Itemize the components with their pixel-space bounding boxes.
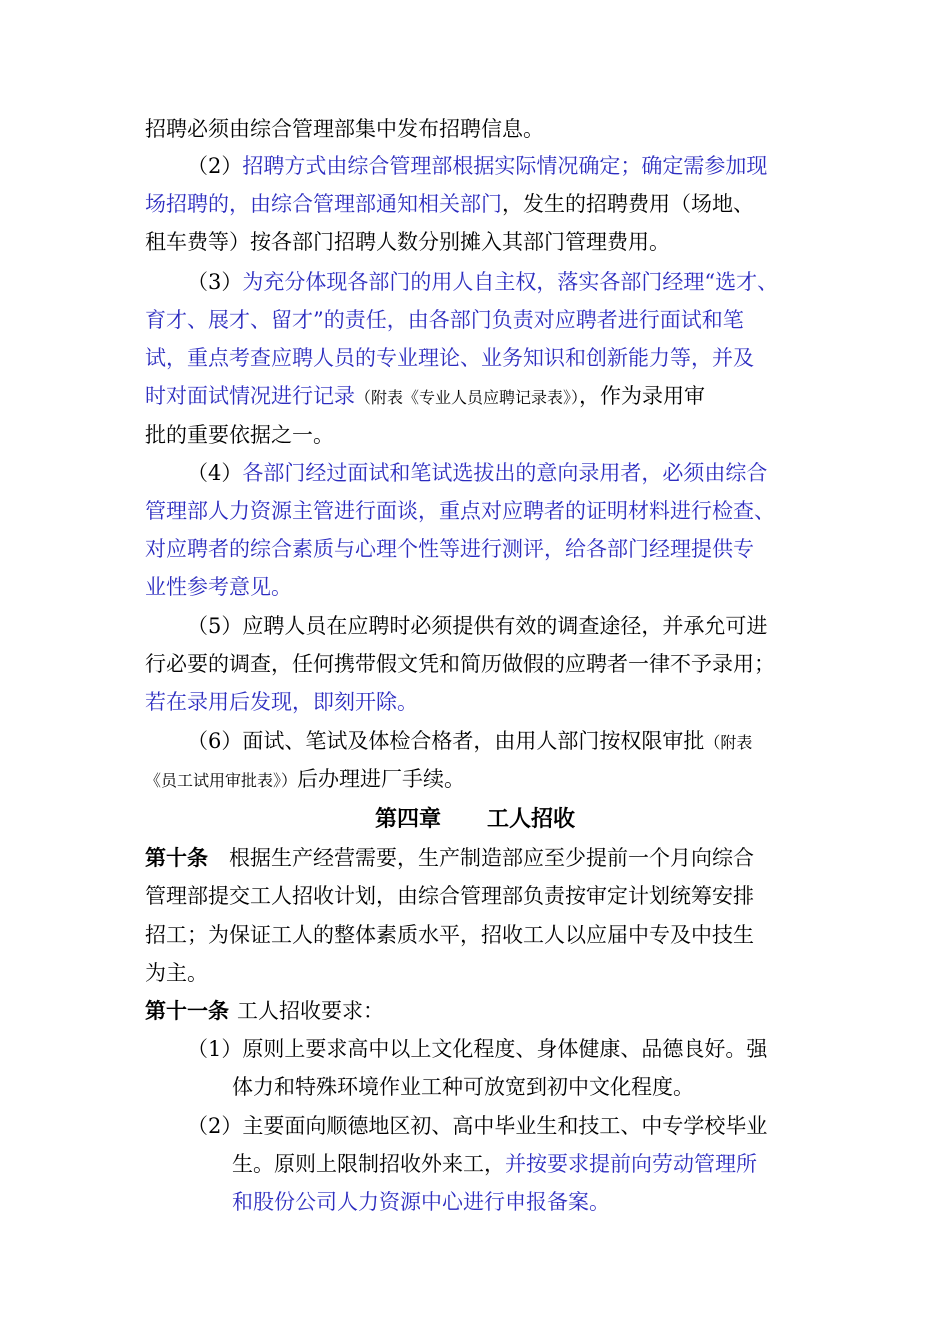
item-2-line-3: 租车费等）按各部门招聘人数分别摊入其部门管理费用。 bbox=[145, 230, 670, 254]
item-4-line-4: 业性参考意见。 bbox=[145, 575, 292, 599]
article-10-line-1: 第十条 根据生产经营需要，生产制造部应至少提前一个月向综合 bbox=[145, 845, 754, 870]
paragraph-line: 招聘必须由综合管理部集中发布招聘信息。 bbox=[145, 117, 544, 141]
article-11-item-1-line-1: （1）原则上要求高中以上文化程度、身体健康、品德良好。强 bbox=[187, 1037, 768, 1061]
item-2-line-2: 场招聘的，由综合管理部通知相关部门，发生的招聘费用（场地、 bbox=[145, 192, 754, 216]
item-4-line-3: 对应聘者的综合素质与心理个性等进行测评，给各部门经理提供专 bbox=[145, 537, 754, 561]
item-3-line-1: （3）为充分体现各部门的用人自主权，落实各部门经理“选才、 bbox=[187, 270, 779, 294]
item-4-line-2: 管理部人力资源主管进行面谈，重点对应聘者的证明材料进行检查、 bbox=[145, 499, 775, 523]
item-number: （4） bbox=[187, 461, 243, 485]
item-6-line-2: 《员工试用审批表》）后办理进厂手续。 bbox=[145, 767, 466, 791]
article-label: 第十条 bbox=[145, 845, 208, 870]
item-3-line-2: 育才、展才、留才”的责任，由各部门负责对应聘者进行面试和笔 bbox=[145, 308, 744, 332]
item-6-line-1: （6）面试、笔试及体检合格者，由用人部门按权限审批（附表 bbox=[187, 729, 753, 753]
item-3-line-3: 试，重点考查应聘人员的专业理论、业务知识和创新能力等，并及 bbox=[145, 346, 754, 370]
item-2-line-1: （2）招聘方式由综合管理部根据实际情况确定；确定需参加现 bbox=[187, 154, 768, 178]
item-5-line-1: （5）应聘人员在应聘时必须提供有效的调查途径，并承允可进 bbox=[187, 614, 768, 638]
article-11-item-1-line-2: 体力和特殊环境作业工种可放宽到初中文化程度。 bbox=[232, 1075, 694, 1099]
item-number: （2） bbox=[187, 1114, 243, 1138]
item-number: （1） bbox=[187, 1037, 243, 1061]
article-11-line-1: 第十一条 工人招收要求： bbox=[145, 998, 384, 1023]
item-number: （3） bbox=[187, 270, 243, 294]
article-11-item-2-line-3: 和股份公司人力资源中心进行申报备案。 bbox=[232, 1190, 610, 1214]
article-11-item-2-line-1: （2）主要面向顺德地区初、高中毕业生和技工、中专学校毕业 bbox=[187, 1114, 768, 1138]
item-3-line-5: 批的重要依据之一。 bbox=[145, 423, 334, 447]
article-10-line-4: 为主。 bbox=[145, 961, 208, 985]
item-number: （2） bbox=[187, 154, 243, 178]
item-4-line-1: （4）各部门经过面试和笔试选拔出的意向录用者，必须由综合 bbox=[187, 461, 768, 485]
item-number: （5） bbox=[187, 614, 243, 638]
item-3-line-4: 时对面试情况进行记录（附表《专业人员应聘记录表》），作为录用审 bbox=[145, 384, 706, 408]
article-10-line-2: 管理部提交工人招收计划，由综合管理部负责按审定计划统筹安排 bbox=[145, 884, 754, 908]
item-number: （6） bbox=[187, 729, 243, 753]
article-11-item-2-line-2: 生。原则上限制招收外来工，并按要求提前向劳动管理所 bbox=[232, 1152, 757, 1176]
article-label: 第十一条 bbox=[145, 998, 229, 1023]
item-5-line-3: 若在录用后发现，即刻开除。 bbox=[145, 690, 418, 714]
item-5-line-2: 行必要的调查，任何携带假文凭和简历做假的应聘者一律不予录用； bbox=[145, 652, 775, 676]
chapter-heading: 第四章 工人招收 bbox=[375, 806, 575, 832]
article-10-line-3: 招工；为保证工人的整体素质水平，招收工人以应届中专及中技生 bbox=[145, 923, 754, 947]
